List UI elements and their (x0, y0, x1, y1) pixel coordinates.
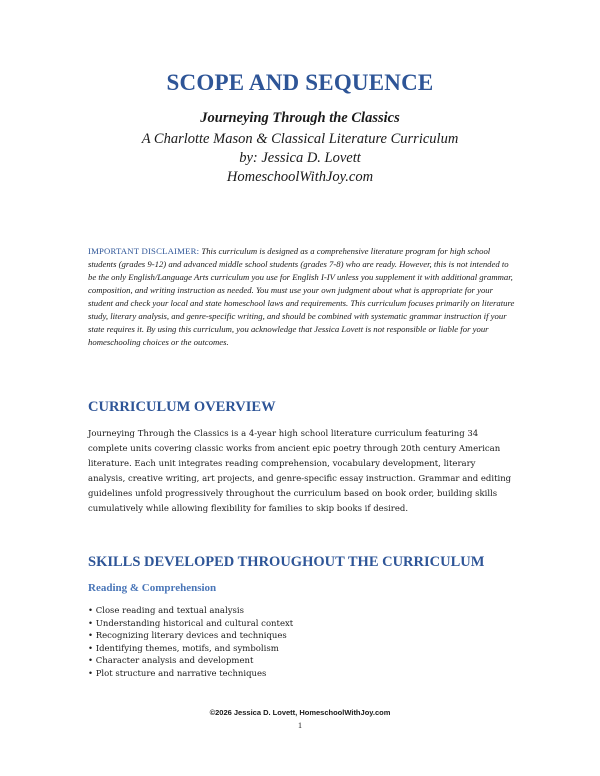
list-item: • Plot structure and narrative techniques (88, 668, 267, 679)
curriculum-name: Journeying Through the Classics (200, 110, 400, 126)
overview-heading: CURRICULUM OVERVIEW (88, 399, 276, 415)
author-line: by: Jessica D. Lovett (239, 150, 361, 166)
list-item: • Character analysis and development (88, 656, 254, 667)
page-number: 1 (298, 721, 302, 730)
list-item: • Close reading and textual analysis (88, 606, 244, 616)
disclaimer-label: IMPORTANT DISCLAIMER: (88, 246, 200, 256)
reading-comprehension-subheading: Reading & Comprehension (88, 582, 217, 594)
list-item: • Understanding historical and cultural context (88, 618, 294, 629)
disclaimer-text: This curriculum is designed as a comprehensive literature program for high school students (grades 9-12) and advanced middle school students (grades 7-8) who are ready. However, this is not intended to be the only English/Language Arts curriculum you use for English I-IV unless you supplement it with additional grammar, composition, and writing instruction as needed. You must use your own judgment about what is appropriate for your student and check your local and state homeschool laws and requirements. This curriculum focuses primarily on literature study, literary analysis, and genre-specific writing, and should be combined with systematic grammar instruction if your state requires it. By using this curriculum, you acknowledge that Jessica Lovett is not responsible or liable for your homeschooling choices or the outcomes. (88, 246, 515, 347)
list-item: • Recognizing literary devices and techniques (88, 631, 287, 642)
curriculum-tagline: A Charlotte Mason & Classical Literature Curriculum (141, 131, 459, 147)
copyright-footer: ©2026 Jessica D. Lovett, HomeschoolWithJoy.com (209, 708, 391, 717)
disclaimer-paragraph (88, 245, 516, 349)
skills-heading: SKILLS DEVELOPED THROUGHOUT THE CURRICULUM (88, 554, 485, 570)
overview-paragraph: Journeying Through the Classics is a 4-year high school literature curriculum featuring 34 complete units covering classic works from ancient epic poetry through 20th century American literature. Each unit integrates reading comprehension, vocabulary development, literary analysis, creative writing, art projects, and genre-specific essay instruction. Grammar and editing guidelines unfold progressively throughout the curriculum based on book order, building skills cumulatively while allowing flexibility for families to skip books if desired. (88, 429, 512, 514)
website-line: HomeschoolWithJoy.com (226, 169, 374, 185)
list-item: • Identifying themes, motifs, and symbolism (88, 643, 279, 654)
page-title: SCOPE AND SEQUENCE (166, 70, 434, 95)
skills-list (88, 605, 293, 681)
